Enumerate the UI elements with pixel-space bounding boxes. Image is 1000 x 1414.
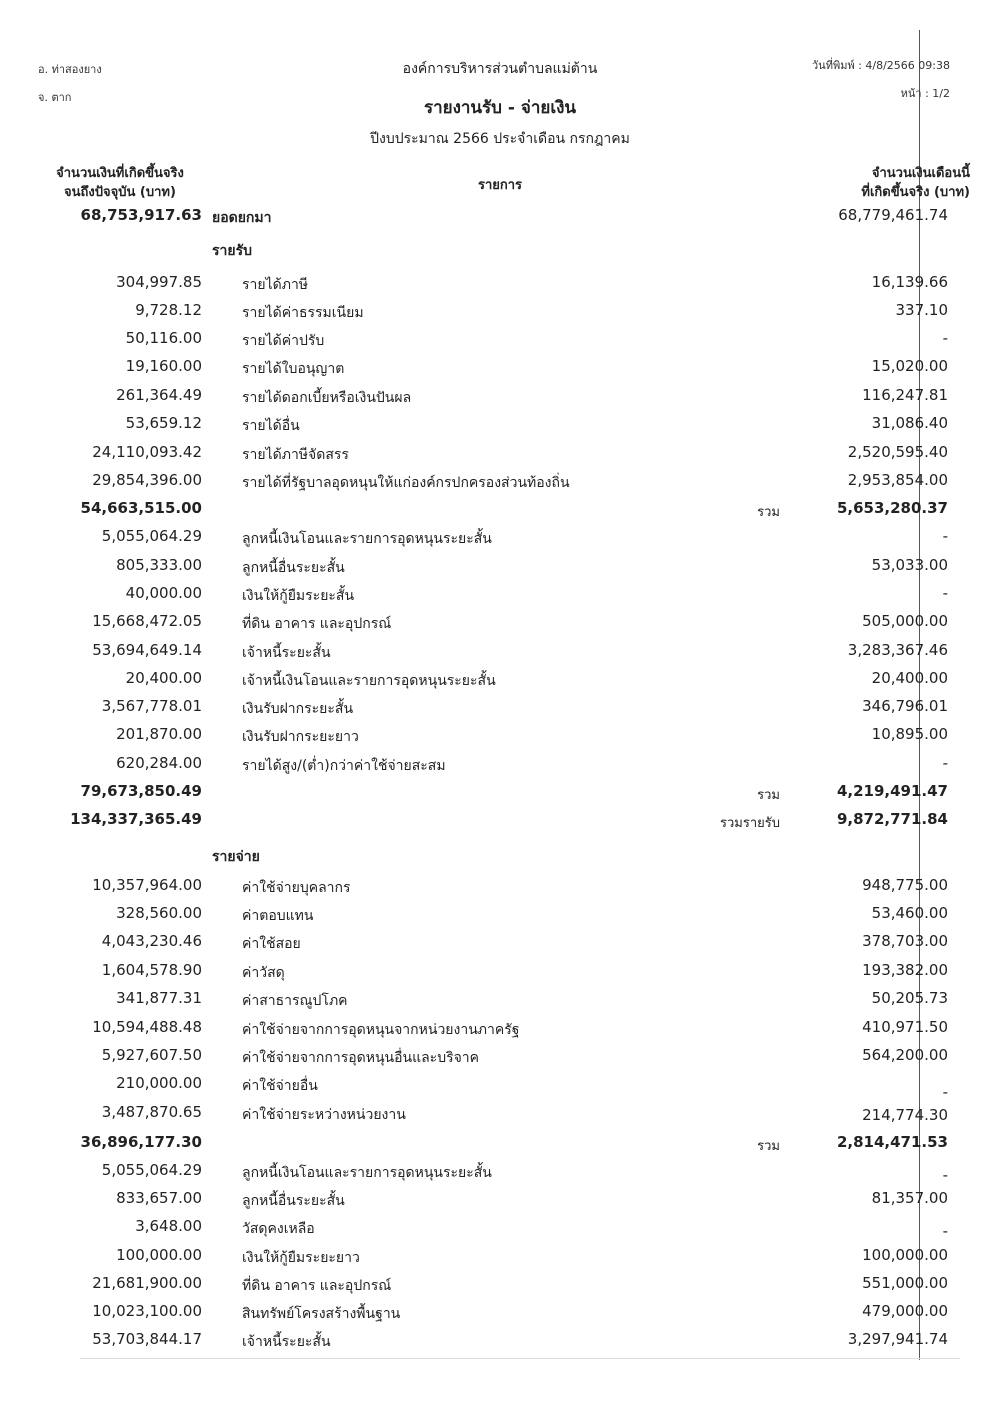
cumulative-amount: 19,160.00 [125,357,202,375]
month-amount: 100,000.00 [862,1246,948,1264]
carry-forward-cumulative: 68,753,917.63 [80,206,202,224]
cumulative-amount: 10,357,964.00 [92,876,202,894]
cumulative-amount: 304,997.85 [116,273,202,291]
cumulative-amount: 1,604,578.90 [101,961,202,979]
month-amount: 50,205.73 [871,989,948,1007]
cumulative-amount: 10,023,100.00 [92,1302,202,1320]
month-amount: 346,796.01 [862,697,948,715]
item-description: รายได้ค่าปรับ [242,333,325,349]
subtotal-label: รวม [757,505,780,520]
item-description: ค่าใช้จ่ายระหว่างหน่วยงาน [242,1107,406,1123]
subtotal-month: 2,814,471.53 [836,1133,948,1151]
cumulative-amount: 100,000.00 [116,1246,202,1264]
item-description: รายได้ภาษี [242,277,309,293]
cumulative-amount: 53,703,844.17 [92,1330,202,1348]
total-month: 9,872,771.84 [836,810,948,828]
table-row [0,383,1000,411]
table-row [0,722,1000,750]
month-amount: - [942,1166,948,1184]
item-description: ค่าสาธารณูปโภค [242,993,348,1009]
month-amount: 2,953,854.00 [847,471,948,489]
organization-name: องค์การบริหารส่วนตำบลแม่ต้าน [402,61,598,77]
cumulative-amount: 24,110,093.42 [92,443,202,461]
month-amount: 337.10 [895,301,948,319]
income-heading: รายรับ [212,243,252,259]
month-amount: 214,774.30 [862,1106,948,1124]
item-description: ลูกหนี้เงินโอนและรายการอุดหนุนระยะสั้น [242,531,492,547]
item-description: วัสดุคงเหลือ [242,1221,315,1237]
month-amount: - [942,1222,948,1240]
month-amount: 2,520,595.40 [847,443,948,461]
month-amount: - [942,527,948,545]
table-row [0,468,1000,496]
column-header-cumulative-line1: จำนวนเงินที่เกิดขึ้นจริง [56,166,184,181]
table-row [0,694,1000,722]
table-row [0,581,1000,609]
cumulative-amount: 328,560.00 [116,904,202,922]
income-subtotal-row [0,496,1000,524]
subtotal-cumulative: 36,896,177.30 [80,1133,202,1151]
month-amount: 948,775.00 [862,876,948,894]
subtotal-label: รวม [757,1139,780,1154]
table-row [0,440,1000,468]
item-description: เงินให้กู้ยืมระยะสั้น [242,588,355,604]
cumulative-amount: 15,668,472.05 [92,612,202,630]
month-amount: 479,000.00 [862,1302,948,1320]
item-description: เจ้าหนี้เงินโอนและรายการอุดหนุนระยะสั้น [242,673,496,689]
subtotal-month: 5,653,280.37 [836,499,948,517]
item-description: ที่ดิน อาคาร และอุปกรณ์ [242,616,392,632]
item-description: เงินให้กู้ยืมระยะยาว [242,1250,360,1266]
item-description: รายได้ภาษีจัดสรร [242,447,349,463]
cumulative-amount: 3,648.00 [135,1217,202,1235]
cumulative-amount: 805,333.00 [116,556,202,574]
province-label: จ. ตาก [38,91,72,104]
cumulative-amount: 833,657.00 [116,1189,202,1207]
subtotal-cumulative: 54,663,515.00 [80,499,202,517]
total-cumulative: 134,337,365.49 [70,810,202,828]
table-row [0,1214,1000,1242]
month-amount: - [942,1083,948,1101]
item-description: เงินรับฝากระยะยาว [242,729,359,745]
subtotal-label: รวม [757,788,780,803]
table-row [0,609,1000,637]
month-amount: - [942,584,948,602]
table-row [0,553,1000,581]
page-number: หน้า : 1/2 [900,87,950,100]
table-row [0,873,1000,901]
subtotal-cumulative: 79,673,850.49 [80,782,202,800]
page-title: รายงานรับ - จ่ายเงิน [423,98,577,118]
month-amount: 16,139.66 [871,273,948,291]
carry-forward-label: ยอดยกมา [212,210,272,226]
item-description: รายได้ที่รัฐบาลอุดหนุนให้แก่องค์กรปกครองส่วนท้องถิ่น [242,475,570,491]
item-description: ค่าตอบแทน [242,908,314,924]
cumulative-amount: 3,487,870.65 [101,1103,202,1121]
print-date: วันที่พิมพ์ : 4/8/2566 09:38 [812,59,950,72]
item-description: ค่าใช้จ่ายจากการอุดหนุนจากหน่วยงานภาครัฐ [242,1022,520,1038]
column-header-this-month [780,164,970,202]
table-row [0,326,1000,354]
month-amount: 193,382.00 [862,961,948,979]
cumulative-amount: 5,055,064.29 [101,1161,202,1179]
month-amount: 3,283,367.46 [847,641,948,659]
cumulative-amount: 341,877.31 [116,989,202,1007]
item-description: เจ้าหนี้ระยะสั้น [242,1334,331,1350]
cumulative-amount: 20,400.00 [125,669,202,687]
item-description: ค่าใช้สอย [242,936,301,952]
item-description: ลูกหนี้อื่นระยะสั้น [242,560,345,576]
month-amount: 10,895.00 [871,725,948,743]
cumulative-amount: 3,567,778.01 [101,697,202,715]
cumulative-amount: 10,594,488.48 [92,1018,202,1036]
month-amount: 53,460.00 [871,904,948,922]
cumulative-amount: 21,681,900.00 [92,1274,202,1292]
cumulative-amount: 40,000.00 [125,584,202,602]
cumulative-amount: 620,284.00 [116,754,202,772]
item-description: รายได้อื่น [242,418,300,434]
month-amount: 31,086.40 [871,414,948,432]
item-description: เจ้าหนี้ระยะสั้น [242,645,331,661]
item-description: ค่าใช้จ่ายอื่น [242,1078,318,1094]
month-amount: 3,297,941.74 [847,1330,948,1348]
item-description: ลูกหนี้เงินโอนและรายการอุดหนุนระยะสั้น [242,1165,492,1181]
carry-forward-row [0,203,1000,231]
cumulative-amount: 210,000.00 [116,1074,202,1092]
cumulative-amount: 53,659.12 [125,414,202,432]
cumulative-amount: 5,927,607.50 [101,1046,202,1064]
cumulative-amount: 9,728.12 [135,301,202,319]
month-amount: - [942,329,948,347]
month-amount: 564,200.00 [862,1046,948,1064]
table-row [0,751,1000,779]
income-total-row [0,807,1000,835]
table-row [0,524,1000,552]
subtotal-month: 4,219,491.47 [836,782,948,800]
expense-heading: รายจ่าย [212,849,260,865]
column-header-items: รายการ [477,178,523,193]
month-amount: 53,033.00 [871,556,948,574]
item-description: ค่าใช้จ่ายจากการอุดหนุนอื่นและบริจาค [242,1050,480,1066]
total-label: รวมรายรับ [720,816,780,831]
table-row [0,638,1000,666]
page-subtitle: ปีงบประมาณ 2566 ประจำเดือน กรกฎาคม [370,131,630,147]
table-row [0,1071,1000,1099]
expense-subtotal-row [0,1130,1000,1158]
cumulative-amount: 261,364.49 [116,386,202,404]
cumulative-amount: 50,116.00 [125,329,202,347]
district-label: อ. ท่าสองยาง [38,63,102,76]
item-description: ค่าวัสดุ [242,965,285,981]
month-amount: 116,247.81 [862,386,948,404]
item-description: รายได้สูง/(ต่ำ)กว่าค่าใช้จ่ายสะสม [242,758,446,774]
item-description: รายได้ดอกเบี้ยหรือเงินปันผล [242,390,412,406]
month-amount: 505,000.00 [862,612,948,630]
column-header-cumulative [20,164,220,202]
column-header-cumulative-line2: จนถึงปัจจุบัน (บาท) [64,185,176,200]
month-amount: - [942,754,948,772]
table-row [0,1043,1000,1071]
item-description: ที่ดิน อาคาร และอุปกรณ์ [242,1278,392,1294]
carry-forward-this-month: 68,779,461.74 [838,206,948,224]
item-description: ค่าใช้จ่ายบุคลากร [242,880,351,896]
table-row [0,411,1000,439]
table-row [0,1186,1000,1214]
cumulative-amount: 4,043,230.46 [101,932,202,950]
item-description: รายได้ค่าธรรมเนียม [242,305,364,321]
cumulative-amount: 29,854,396.00 [92,471,202,489]
month-amount: 378,703.00 [862,932,948,950]
month-amount: 20,400.00 [871,669,948,687]
month-amount: 410,971.50 [862,1018,948,1036]
table-row [0,298,1000,326]
month-amount: 551,000.00 [862,1274,948,1292]
table-row [0,666,1000,694]
item-description: สินทรัพย์โครงสร้างพื้นฐาน [242,1306,401,1322]
table-row [0,901,1000,929]
month-amount: 15,020.00 [871,357,948,375]
table-row [0,1158,1000,1186]
page-bottom-divider [80,1358,960,1359]
income-other-subtotal-row [0,779,1000,807]
column-header-this-month-line1: จำนวนเงินเดือนนี้ [871,166,970,181]
table-row [0,1100,1000,1128]
cumulative-amount: 201,870.00 [116,725,202,743]
cumulative-amount: 53,694,649.14 [92,641,202,659]
item-description: รายได้ใบอนุญาต [242,361,345,377]
table-row [0,1243,1000,1271]
table-row [0,270,1000,298]
table-row [0,354,1000,382]
table-row [0,958,1000,986]
cumulative-amount: 5,055,064.29 [101,527,202,545]
table-row [0,1299,1000,1327]
table-row [0,1271,1000,1299]
table-row [0,1015,1000,1043]
table-row [0,1327,1000,1355]
month-amount: 81,357.00 [871,1189,948,1207]
item-description: ลูกหนี้อื่นระยะสั้น [242,1193,345,1209]
item-description: เงินรับฝากระยะสั้น [242,701,354,717]
table-row [0,929,1000,957]
column-header-this-month-line2: ที่เกิดขึ้นจริง (บาท) [861,185,970,200]
table-row [0,986,1000,1014]
